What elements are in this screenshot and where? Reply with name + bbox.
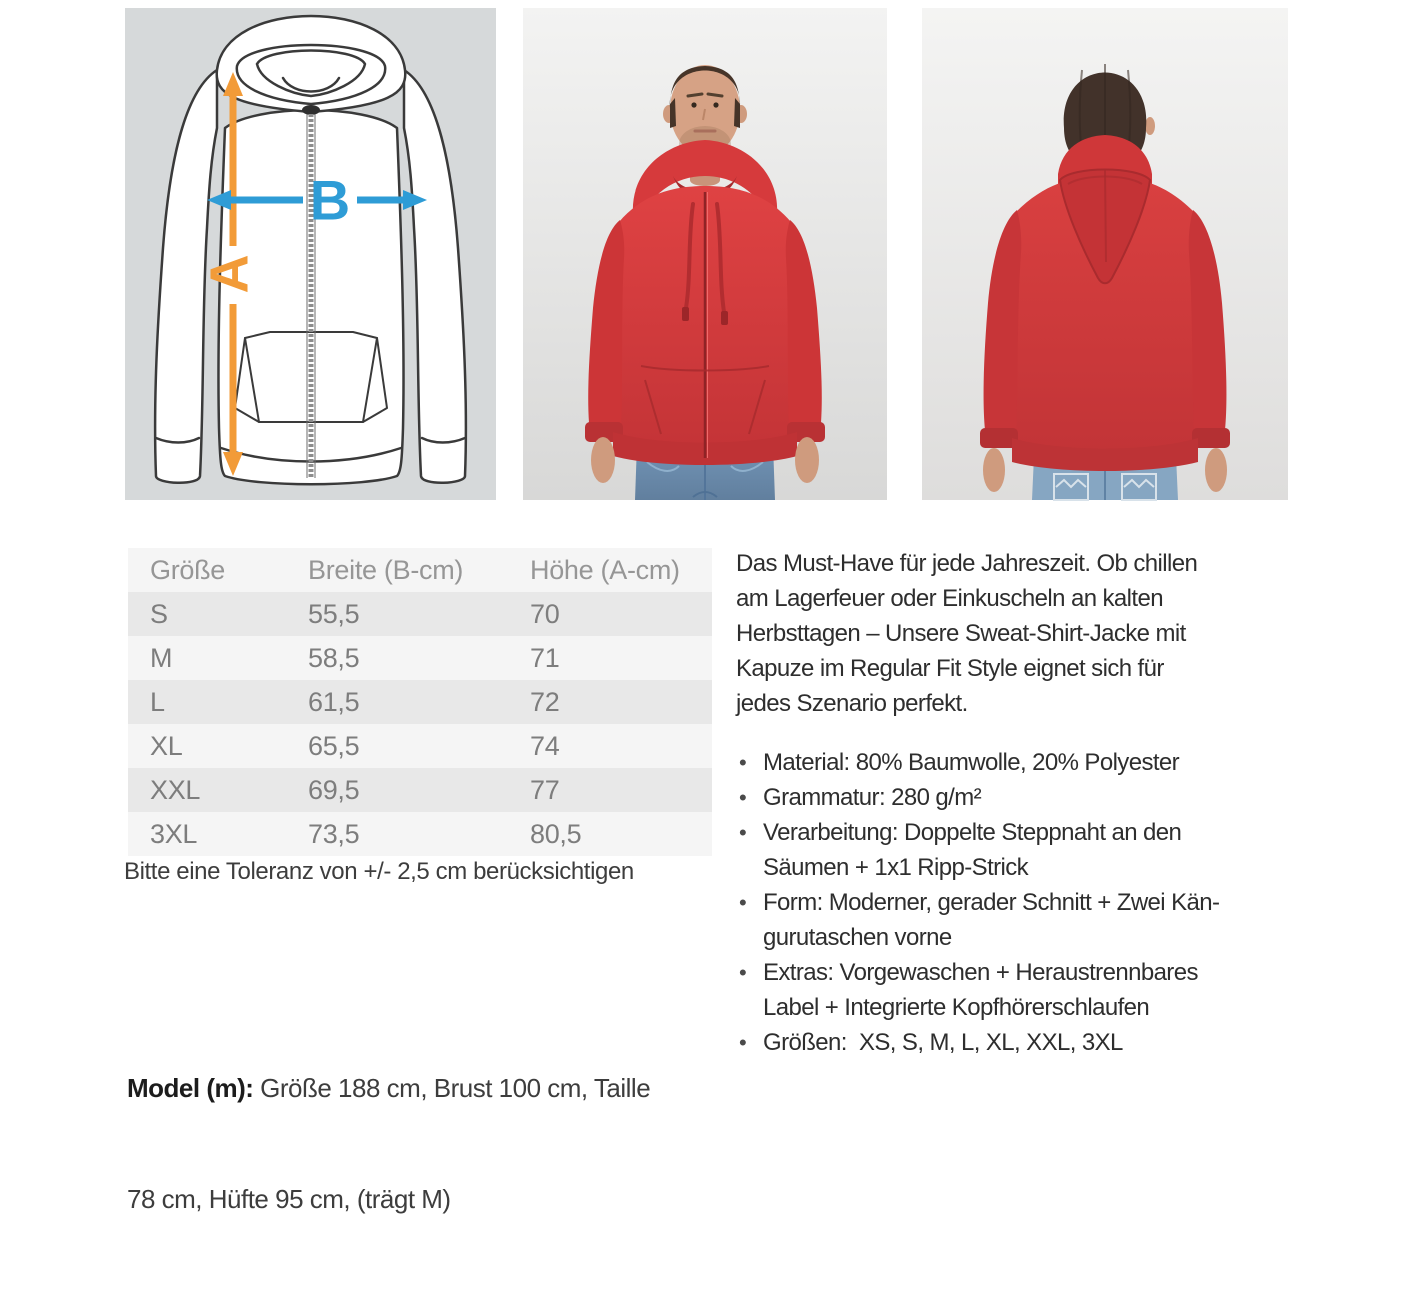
table-cell: 3XL	[150, 819, 198, 849]
feature-line: gurutaschen vorne	[763, 924, 952, 951]
size-table-header	[128, 548, 712, 592]
table-row	[128, 592, 712, 636]
label-a: A	[199, 254, 260, 294]
table-cell: 80,5	[530, 819, 582, 849]
header-width: Breite (B-cm)	[308, 555, 464, 585]
table-cell: 55,5	[308, 599, 360, 629]
paragraph-line: Kapuze im Regular Fit Style eignet sich für	[736, 655, 1164, 682]
feature-line: Label + Integrierte Kopfhörerschlaufen	[763, 994, 1150, 1021]
model-front-illustration	[523, 8, 887, 500]
model-back-illustration	[922, 8, 1288, 500]
feature-item	[736, 885, 1356, 955]
feature-item	[736, 815, 1356, 885]
header-size: Größe	[150, 555, 226, 585]
feature-line: • Extras: Vorgewaschen + Heraustrennbares	[763, 959, 1198, 986]
paragraph-line: Herbsttagen – Unsere Sweat-Shirt-Jacke mit	[736, 620, 1186, 647]
back-left-hand	[983, 448, 1005, 492]
label-b: B	[309, 168, 351, 232]
table-cell: 77	[530, 775, 560, 805]
table-row	[128, 680, 712, 724]
feature-item	[736, 745, 1356, 780]
feature-line: • Größen: XS, S, M, L, XL, XXL, 3XL	[763, 1029, 1123, 1056]
model-info-line2: 78 cm, Hüfte 95 cm, (trägt M)	[127, 1184, 451, 1214]
model-info-label: Model (m):	[127, 1073, 254, 1103]
model-info-line1: Model (m): Größe 188 cm, Brust 100 cm, Taille	[127, 1073, 651, 1103]
tolerance-note: Bitte eine Toleranz von +/- 2,5 cm berücksichtigen	[124, 858, 634, 885]
table-cell: L	[150, 687, 165, 717]
paragraph-line: am Lagerfeuer oder Einkuscheln an kalten	[736, 585, 1163, 612]
feature-line: • Verarbeitung: Doppelte Steppnaht an den	[763, 819, 1182, 846]
back-right-hand	[1205, 448, 1227, 492]
table-cell: 74	[530, 731, 560, 761]
table-cell: 71	[530, 643, 560, 673]
size-table-body	[128, 592, 712, 856]
product-description	[736, 546, 1356, 1060]
table-cell: XL	[150, 731, 183, 761]
table-cell: 73,5	[308, 819, 360, 849]
hoodie-measurement-diagram	[125, 8, 496, 500]
paragraph-line: jedes Szenario perfekt.	[736, 690, 968, 717]
description-paragraph	[736, 546, 1356, 721]
feature-item	[736, 780, 1356, 815]
table-row	[128, 812, 712, 856]
product-photo-back	[922, 8, 1288, 500]
table-row	[128, 724, 712, 768]
product-photo-front	[523, 8, 887, 500]
front-zipper	[705, 192, 708, 458]
table-cell: XXL	[150, 775, 201, 805]
table-cell: 65,5	[308, 731, 360, 761]
table-cell: 58,5	[308, 643, 360, 673]
table-cell: 61,5	[308, 687, 360, 717]
hood-drawcord-knot	[302, 105, 320, 115]
table-cell: 70	[530, 599, 560, 629]
table-cell: 69,5	[308, 775, 360, 805]
feature-line: Säumen + 1x1 Ripp-Strick	[763, 854, 1029, 881]
feature-item	[736, 1025, 1356, 1060]
paragraph-line: Das Must-Have für jede Jahreszeit. Ob chillen	[736, 550, 1198, 577]
front-right-hand	[795, 437, 819, 483]
model-info	[127, 996, 650, 1292]
feature-line: • Form: Moderner, gerader Schnitt + Zwei Kän-	[763, 889, 1220, 916]
table-row	[128, 636, 712, 680]
table-cell: 72	[530, 687, 560, 717]
front-left-hand	[591, 437, 615, 483]
table-row	[128, 768, 712, 812]
feature-line: • Grammatur: 280 g/m²	[763, 784, 981, 811]
table-cell: S	[150, 599, 168, 629]
header-height: Höhe (A-cm)	[530, 555, 680, 585]
size-diagram-panel	[125, 8, 496, 500]
table-cell: M	[150, 643, 173, 673]
feature-item	[736, 955, 1356, 1025]
feature-line: • Material: 80% Baumwolle, 20% Polyester	[763, 749, 1180, 776]
size-table	[128, 548, 712, 856]
feature-list	[736, 745, 1356, 1060]
